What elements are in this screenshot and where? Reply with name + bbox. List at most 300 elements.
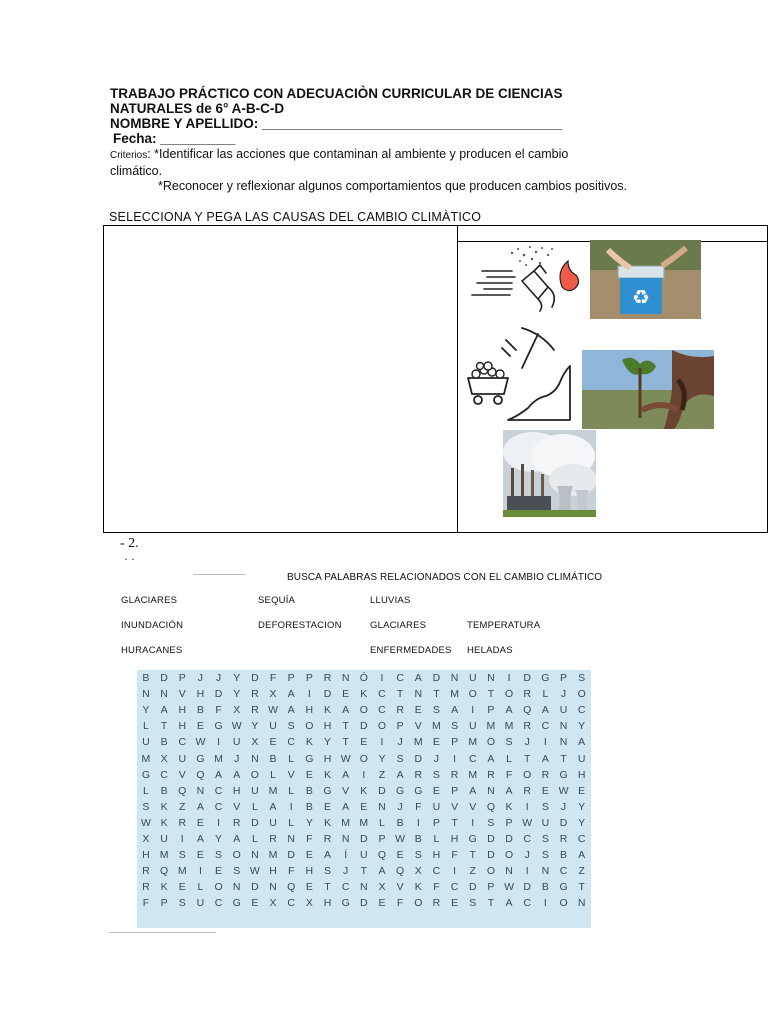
grid-letter[interactable]: B	[196, 704, 205, 717]
grid-letter[interactable]: F	[215, 704, 223, 717]
grid-letter[interactable]: A	[269, 800, 277, 813]
grid-letter[interactable]: C	[432, 865, 441, 878]
grid-letter[interactable]: M	[486, 720, 496, 733]
grid-letter[interactable]: K	[160, 881, 168, 894]
grid-letter[interactable]: N	[251, 752, 259, 765]
grid-letter[interactable]: G	[232, 897, 242, 910]
grid-letter[interactable]: C	[541, 720, 550, 733]
grid-letter[interactable]: P	[160, 897, 168, 910]
grid-letter[interactable]: A	[342, 704, 350, 717]
mining-pickaxe-icon[interactable]	[466, 326, 572, 422]
grid-letter[interactable]: O	[559, 897, 568, 910]
grid-letter[interactable]: S	[451, 720, 459, 733]
grid-letter[interactable]: B	[541, 881, 550, 894]
grid-letter[interactable]: H	[142, 849, 151, 862]
grid-letter[interactable]: N	[378, 800, 387, 813]
grid-letter[interactable]: H	[577, 768, 586, 781]
grid-letter[interactable]: T	[451, 816, 459, 829]
grid-letter[interactable]: B	[142, 672, 150, 685]
grid-letter[interactable]: M	[359, 816, 369, 829]
grid-letter[interactable]: L	[143, 784, 150, 797]
grid-letter[interactable]: C	[450, 881, 459, 894]
grid-letter[interactable]: P	[432, 816, 441, 829]
grid-letter[interactable]: B	[414, 832, 423, 845]
grid-letter[interactable]: G	[196, 752, 205, 765]
grid-letter[interactable]: P	[505, 816, 513, 829]
grid-letter[interactable]: Q	[196, 768, 205, 781]
grid-letter[interactable]: I	[217, 816, 221, 829]
factory-smoke-photo[interactable]	[503, 430, 596, 517]
grid-letter[interactable]: F	[505, 768, 513, 781]
grid-letter[interactable]: F	[451, 849, 459, 862]
grid-letter[interactable]: E	[269, 736, 277, 749]
grid-letter[interactable]: H	[178, 704, 187, 717]
grid-letter[interactable]: D	[214, 688, 223, 701]
grid-letter[interactable]: G	[323, 784, 332, 797]
grid-letter[interactable]: M	[468, 736, 478, 749]
grid-letter[interactable]: S	[541, 849, 550, 862]
grid-letter[interactable]: U	[468, 672, 477, 685]
grid-letter[interactable]: I	[453, 865, 457, 878]
grid-letter[interactable]: G	[341, 897, 351, 910]
grid-letter[interactable]: L	[288, 816, 295, 829]
grid-letter[interactable]: P	[178, 672, 187, 685]
grid-letter[interactable]: C	[341, 881, 350, 894]
grid-letter[interactable]: A	[287, 688, 295, 701]
grid-letter[interactable]: D	[251, 672, 259, 685]
grid-letter[interactable]: N	[559, 736, 568, 749]
grid-letter[interactable]: D	[378, 784, 387, 797]
grid-letter[interactable]: L	[251, 800, 259, 813]
grid-letter[interactable]: N	[559, 720, 568, 733]
grid-letter[interactable]: H	[305, 865, 314, 878]
grid-letter[interactable]: M	[468, 768, 478, 781]
grid-letter[interactable]: M	[450, 688, 460, 701]
grid-letter[interactable]: C	[160, 768, 169, 781]
grid-letter[interactable]: Q	[160, 865, 169, 878]
grid-letter[interactable]: O	[523, 768, 532, 781]
grid-letter[interactable]: D	[251, 816, 259, 829]
grid-letter[interactable]: F	[269, 672, 277, 685]
grid-letter[interactable]: O	[250, 768, 260, 781]
grid-letter[interactable]: D	[487, 849, 495, 862]
grid-letter[interactable]: I	[525, 865, 529, 878]
grid-letter[interactable]: A	[505, 897, 513, 910]
grid-letter[interactable]: H	[450, 832, 459, 845]
grid-letter[interactable]: W	[140, 816, 152, 829]
grid-letter[interactable]: N	[341, 832, 350, 845]
grid-letter[interactable]: X	[269, 897, 277, 910]
grid-letter[interactable]: C	[559, 865, 568, 878]
grid-letter[interactable]: M	[268, 784, 278, 797]
grid-letter[interactable]: C	[214, 897, 223, 910]
grid-letter[interactable]: A	[505, 784, 513, 797]
grid-letter[interactable]: Z	[469, 865, 477, 878]
grid-letter[interactable]: X	[305, 897, 314, 910]
grid-letter[interactable]: G	[541, 672, 550, 685]
grid-letter[interactable]: R	[142, 881, 151, 894]
grid-letter[interactable]: I	[543, 897, 548, 910]
grid-letter[interactable]: G	[396, 784, 405, 797]
grid-letter[interactable]: A	[541, 752, 550, 765]
grid-letter[interactable]: X	[251, 736, 259, 749]
grid-letter[interactable]: N	[450, 672, 459, 685]
grid-letter[interactable]: M	[159, 849, 169, 862]
grid-letter[interactable]: K	[323, 704, 332, 717]
grid-letter[interactable]: P	[451, 784, 459, 797]
grid-letter[interactable]: C	[523, 832, 532, 845]
grid-letter[interactable]: J	[433, 752, 440, 765]
grid-letter[interactable]: B	[160, 736, 168, 749]
grid-letter[interactable]: N	[196, 784, 205, 797]
grid-letter[interactable]: H	[323, 720, 332, 733]
grid-letter[interactable]: P	[487, 704, 495, 717]
grid-letter[interactable]: A	[414, 672, 423, 685]
grid-letter[interactable]: H	[432, 849, 441, 862]
grid-letter[interactable]: O	[359, 704, 369, 717]
grid-letter[interactable]: W	[195, 736, 206, 749]
grid-letter[interactable]: D	[523, 672, 532, 685]
grid-letter[interactable]: S	[578, 672, 586, 685]
grid-letter[interactable]: U	[269, 720, 278, 733]
grid-letter[interactable]: T	[342, 720, 350, 733]
grid-letter[interactable]: L	[143, 720, 150, 733]
grid-letter[interactable]: A	[578, 736, 586, 749]
grid-letter[interactable]: U	[541, 816, 550, 829]
grid-letter[interactable]: E	[541, 784, 550, 797]
grid-letter[interactable]: Y	[323, 736, 332, 749]
grid-letter[interactable]: B	[560, 849, 568, 862]
grid-letter[interactable]: R	[523, 688, 532, 701]
grid-letter[interactable]: I	[380, 736, 384, 749]
grid-letter[interactable]: R	[523, 720, 532, 733]
grid-letter[interactable]: J	[197, 672, 204, 685]
aerosol-spray-icon[interactable]	[462, 243, 587, 313]
grid-letter[interactable]: J	[560, 800, 567, 813]
grid-letter[interactable]: V	[287, 768, 295, 781]
grid-letter[interactable]: V	[178, 688, 187, 701]
grid-letter[interactable]: Z	[578, 865, 586, 878]
grid-letter[interactable]: G	[214, 720, 223, 733]
grid-letter[interactable]: M	[413, 736, 423, 749]
grid-letter[interactable]: V	[469, 800, 477, 813]
grid-letter[interactable]: H	[323, 897, 332, 910]
grid-letter[interactable]: Ó	[359, 672, 369, 685]
grid-letter[interactable]: P	[560, 672, 568, 685]
grid-letter[interactable]: K	[323, 768, 332, 781]
grid-letter[interactable]: L	[433, 832, 440, 845]
grid-letter[interactable]: N	[487, 672, 495, 685]
grid-letter[interactable]: N	[160, 688, 169, 701]
grid-letter[interactable]: K	[360, 688, 368, 701]
grid-letter[interactable]: S	[432, 768, 441, 781]
grid-letter[interactable]: V	[451, 800, 459, 813]
grid-letter[interactable]: I	[217, 736, 221, 749]
grid-letter[interactable]: W	[522, 816, 533, 829]
grid-letter[interactable]: C	[468, 752, 477, 765]
grid-letter[interactable]: T	[360, 865, 368, 878]
grid-letter[interactable]: E	[578, 784, 586, 797]
grid-letter[interactable]: W	[340, 752, 351, 765]
grid-letter[interactable]: M	[504, 720, 514, 733]
grid-letter[interactable]: I	[471, 816, 475, 829]
grid-letter[interactable]: E	[432, 784, 441, 797]
grid-letter[interactable]: A	[469, 784, 477, 797]
grid-letter[interactable]: O	[504, 688, 514, 701]
grid-letter[interactable]: L	[288, 752, 295, 765]
grid-letter[interactable]: N	[232, 881, 241, 894]
grid-letter[interactable]: U	[577, 752, 586, 765]
grid-letter[interactable]: Y	[251, 720, 259, 733]
grid-letter[interactable]: P	[287, 672, 295, 685]
grid-letter[interactable]: M	[141, 752, 151, 765]
grid-letter[interactable]: W	[249, 865, 261, 878]
grid-letter[interactable]: I	[307, 688, 312, 701]
grid-letter[interactable]: A	[451, 704, 459, 717]
grid-letter[interactable]: W	[558, 784, 569, 797]
grid-letter[interactable]: G	[559, 881, 568, 894]
grid-letter[interactable]: C	[396, 672, 405, 685]
grid-letter[interactable]: F	[287, 865, 295, 878]
grid-letter[interactable]: A	[505, 704, 513, 717]
grid-letter[interactable]: R	[559, 832, 568, 845]
grid-letter[interactable]: T	[433, 688, 440, 701]
grid-letter[interactable]: U	[468, 720, 477, 733]
grid-letter[interactable]: M	[341, 816, 351, 829]
grid-letter[interactable]: C	[287, 736, 296, 749]
grid-letter[interactable]: Y	[215, 832, 223, 845]
grid-letter[interactable]: S	[215, 849, 223, 862]
grid-letter[interactable]: Y	[378, 752, 386, 765]
grid-letter[interactable]: J	[524, 736, 531, 749]
grid-letter[interactable]: L	[288, 784, 295, 797]
grid-letter[interactable]: B	[305, 800, 314, 813]
grid-letter[interactable]: G	[559, 768, 568, 781]
grid-letter[interactable]: K	[160, 816, 168, 829]
grid-letter[interactable]: A	[378, 865, 386, 878]
grid-letter[interactable]: I	[507, 672, 511, 685]
grid-letter[interactable]: A	[215, 768, 223, 781]
grid-letter[interactable]: S	[469, 897, 477, 910]
grid-letter[interactable]: U	[251, 784, 259, 797]
grid-letter[interactable]: T	[524, 752, 531, 765]
grid-letter[interactable]: P	[487, 881, 495, 894]
grid-letter[interactable]: D	[487, 832, 495, 845]
grid-letter[interactable]: G	[468, 832, 478, 845]
grid-letter[interactable]: R	[178, 816, 187, 829]
grid-letter[interactable]: V	[233, 800, 241, 813]
grid-letter[interactable]: T	[342, 736, 350, 749]
grid-letter[interactable]: O	[468, 688, 478, 701]
grid-letter[interactable]: X	[142, 832, 150, 845]
grid-letter[interactable]: S	[541, 832, 550, 845]
grid-letter[interactable]: A	[396, 768, 404, 781]
grid-letter[interactable]: T	[324, 881, 331, 894]
grid-letter[interactable]: L	[251, 832, 259, 845]
grid-letter[interactable]: V	[396, 881, 404, 894]
grid-letter[interactable]: F	[415, 800, 422, 813]
grid-letter[interactable]: N	[287, 832, 296, 845]
grid-letter[interactable]: Z	[179, 800, 186, 813]
grid-letter[interactable]: Y	[233, 672, 241, 685]
grid-letter[interactable]: D	[251, 881, 259, 894]
grid-letter[interactable]: B	[396, 816, 404, 829]
grid-letter[interactable]: S	[323, 865, 332, 878]
grid-letter[interactable]: Q	[396, 865, 405, 878]
grid-letter[interactable]: X	[414, 865, 423, 878]
grid-letter[interactable]: D	[323, 688, 332, 701]
grid-letter[interactable]: Y	[578, 720, 586, 733]
grid-letter[interactable]: D	[559, 816, 568, 829]
grid-letter[interactable]: Í	[344, 849, 348, 862]
grid-letter[interactable]: T	[487, 897, 495, 910]
grid-letter[interactable]: N	[360, 881, 368, 894]
grid-letter[interactable]: K	[160, 800, 168, 813]
grid-letter[interactable]: A	[323, 849, 332, 862]
grid-letter[interactable]: N	[341, 672, 350, 685]
grid-letter[interactable]: U	[269, 816, 278, 829]
grid-letter[interactable]: D	[523, 881, 532, 894]
grid-letter[interactable]: C	[577, 704, 586, 717]
grid-letter[interactable]: O	[486, 865, 496, 878]
grid-letter[interactable]: B	[305, 784, 314, 797]
grid-letter[interactable]: C	[214, 800, 223, 813]
grid-letter[interactable]: V	[414, 720, 423, 733]
grid-letter[interactable]: E	[432, 736, 441, 749]
grid-letter[interactable]: X	[160, 752, 168, 765]
grid-letter[interactable]: N	[541, 865, 550, 878]
grid-letter[interactable]: T	[487, 688, 495, 701]
grid-letter[interactable]: I	[416, 816, 421, 829]
grid-letter[interactable]: A	[578, 849, 586, 862]
grid-letter[interactable]: O	[486, 736, 496, 749]
grid-letter[interactable]: C	[378, 704, 387, 717]
grid-letter[interactable]: E	[396, 849, 404, 862]
grid-letter[interactable]: T	[160, 720, 168, 733]
grid-letter[interactable]: M	[432, 720, 442, 733]
grid-letter[interactable]: K	[360, 784, 368, 797]
grid-letter[interactable]: U	[178, 752, 187, 765]
grid-letter[interactable]: N	[505, 865, 514, 878]
grid-letter[interactable]: L	[542, 688, 549, 701]
grid-letter[interactable]: T	[469, 849, 477, 862]
grid-letter[interactable]: L	[506, 752, 513, 765]
grid-letter[interactable]: S	[432, 704, 441, 717]
grid-letter[interactable]: P	[396, 720, 404, 733]
grid-letter[interactable]: E	[323, 800, 332, 813]
grid-letter[interactable]: C	[287, 897, 296, 910]
grid-letter[interactable]: N	[414, 688, 423, 701]
grid-letter[interactable]: E	[178, 881, 187, 894]
grid-letter[interactable]: E	[305, 768, 314, 781]
grid-letter[interactable]: R	[323, 672, 332, 685]
grid-letter[interactable]: R	[541, 768, 550, 781]
word-search-grid[interactable]	[137, 670, 591, 928]
grid-letter[interactable]: D	[432, 672, 441, 685]
grid-letter[interactable]: U	[232, 736, 241, 749]
grid-letter[interactable]: N	[487, 784, 495, 797]
grid-letter[interactable]: Q	[523, 704, 532, 717]
grid-letter[interactable]: O	[232, 849, 242, 862]
grid-letter[interactable]: D	[505, 832, 514, 845]
grid-letter[interactable]: D	[360, 832, 368, 845]
grid-letter[interactable]: E	[360, 800, 368, 813]
grid-letter[interactable]: D	[414, 752, 423, 765]
grid-letter[interactable]: E	[196, 720, 205, 733]
grid-letter[interactable]: H	[196, 688, 205, 701]
grid-letter[interactable]: H	[305, 704, 314, 717]
grid-letter[interactable]: A	[196, 800, 205, 813]
grid-letter[interactable]: I	[453, 752, 457, 765]
grid-letter[interactable]: S	[233, 865, 241, 878]
paste-area[interactable]	[103, 225, 458, 533]
grid-letter[interactable]: R	[450, 768, 459, 781]
grid-letter[interactable]: V	[342, 784, 350, 797]
grid-letter[interactable]: S	[287, 720, 295, 733]
grid-letter[interactable]: M	[214, 752, 224, 765]
grid-letter[interactable]: L	[379, 816, 386, 829]
grid-letter[interactable]: J	[397, 800, 404, 813]
grid-letter[interactable]: J	[234, 752, 240, 765]
grid-letter[interactable]: H	[232, 784, 241, 797]
grid-letter[interactable]: S	[142, 800, 150, 813]
grid-letter[interactable]: R	[251, 704, 259, 717]
grid-letter[interactable]: D	[287, 849, 296, 862]
grid-letter[interactable]: A	[541, 704, 550, 717]
grid-letter[interactable]: Q	[486, 800, 496, 813]
grid-letter[interactable]: E	[196, 849, 205, 862]
grid-letter[interactable]: F	[433, 881, 440, 894]
grid-letter[interactable]: N	[269, 881, 278, 894]
grid-letter[interactable]: M	[177, 865, 187, 878]
grid-letter[interactable]: I	[362, 768, 366, 781]
grid-letter[interactable]: E	[196, 816, 205, 829]
grid-letter[interactable]: S	[541, 800, 550, 813]
grid-letter[interactable]: P	[378, 832, 386, 845]
grid-letter[interactable]: O	[504, 849, 514, 862]
grid-letter[interactable]: O	[214, 881, 223, 894]
grid-letter[interactable]: A	[342, 768, 350, 781]
grid-letter[interactable]: K	[505, 800, 513, 813]
grid-letter[interactable]: R	[269, 832, 278, 845]
grid-letter[interactable]: C	[378, 688, 387, 701]
tree-planting-photo[interactable]	[582, 350, 714, 429]
grid-letter[interactable]: S	[178, 849, 187, 862]
grid-letter[interactable]: U	[360, 849, 368, 862]
grid-letter[interactable]: R	[323, 832, 332, 845]
grid-letter[interactable]: P	[305, 672, 314, 685]
grid-letter[interactable]: S	[487, 816, 495, 829]
grid-letter[interactable]: A	[196, 832, 205, 845]
name-field[interactable]: NOMBRE Y APELLIDO: ________________________________________	[110, 116, 563, 131]
grid-letter[interactable]: S	[396, 752, 404, 765]
grid-letter[interactable]: G	[414, 784, 423, 797]
grid-letter[interactable]: E	[342, 688, 350, 701]
grid-letter[interactable]: A	[233, 832, 241, 845]
grid-letter[interactable]: L	[270, 768, 277, 781]
grid-letter[interactable]: D	[468, 881, 477, 894]
grid-letter[interactable]: F	[142, 897, 150, 910]
grid-letter[interactable]: R	[251, 688, 259, 701]
grid-letter[interactable]: A	[342, 800, 350, 813]
grid-letter[interactable]: V	[178, 768, 187, 781]
grid-letter[interactable]: A	[160, 704, 168, 717]
grid-letter[interactable]: J	[215, 672, 222, 685]
grid-letter[interactable]: R	[432, 897, 441, 910]
grid-letter[interactable]: W	[504, 881, 515, 894]
grid-letter[interactable]: D	[360, 720, 368, 733]
grid-letter[interactable]: E	[451, 897, 459, 910]
